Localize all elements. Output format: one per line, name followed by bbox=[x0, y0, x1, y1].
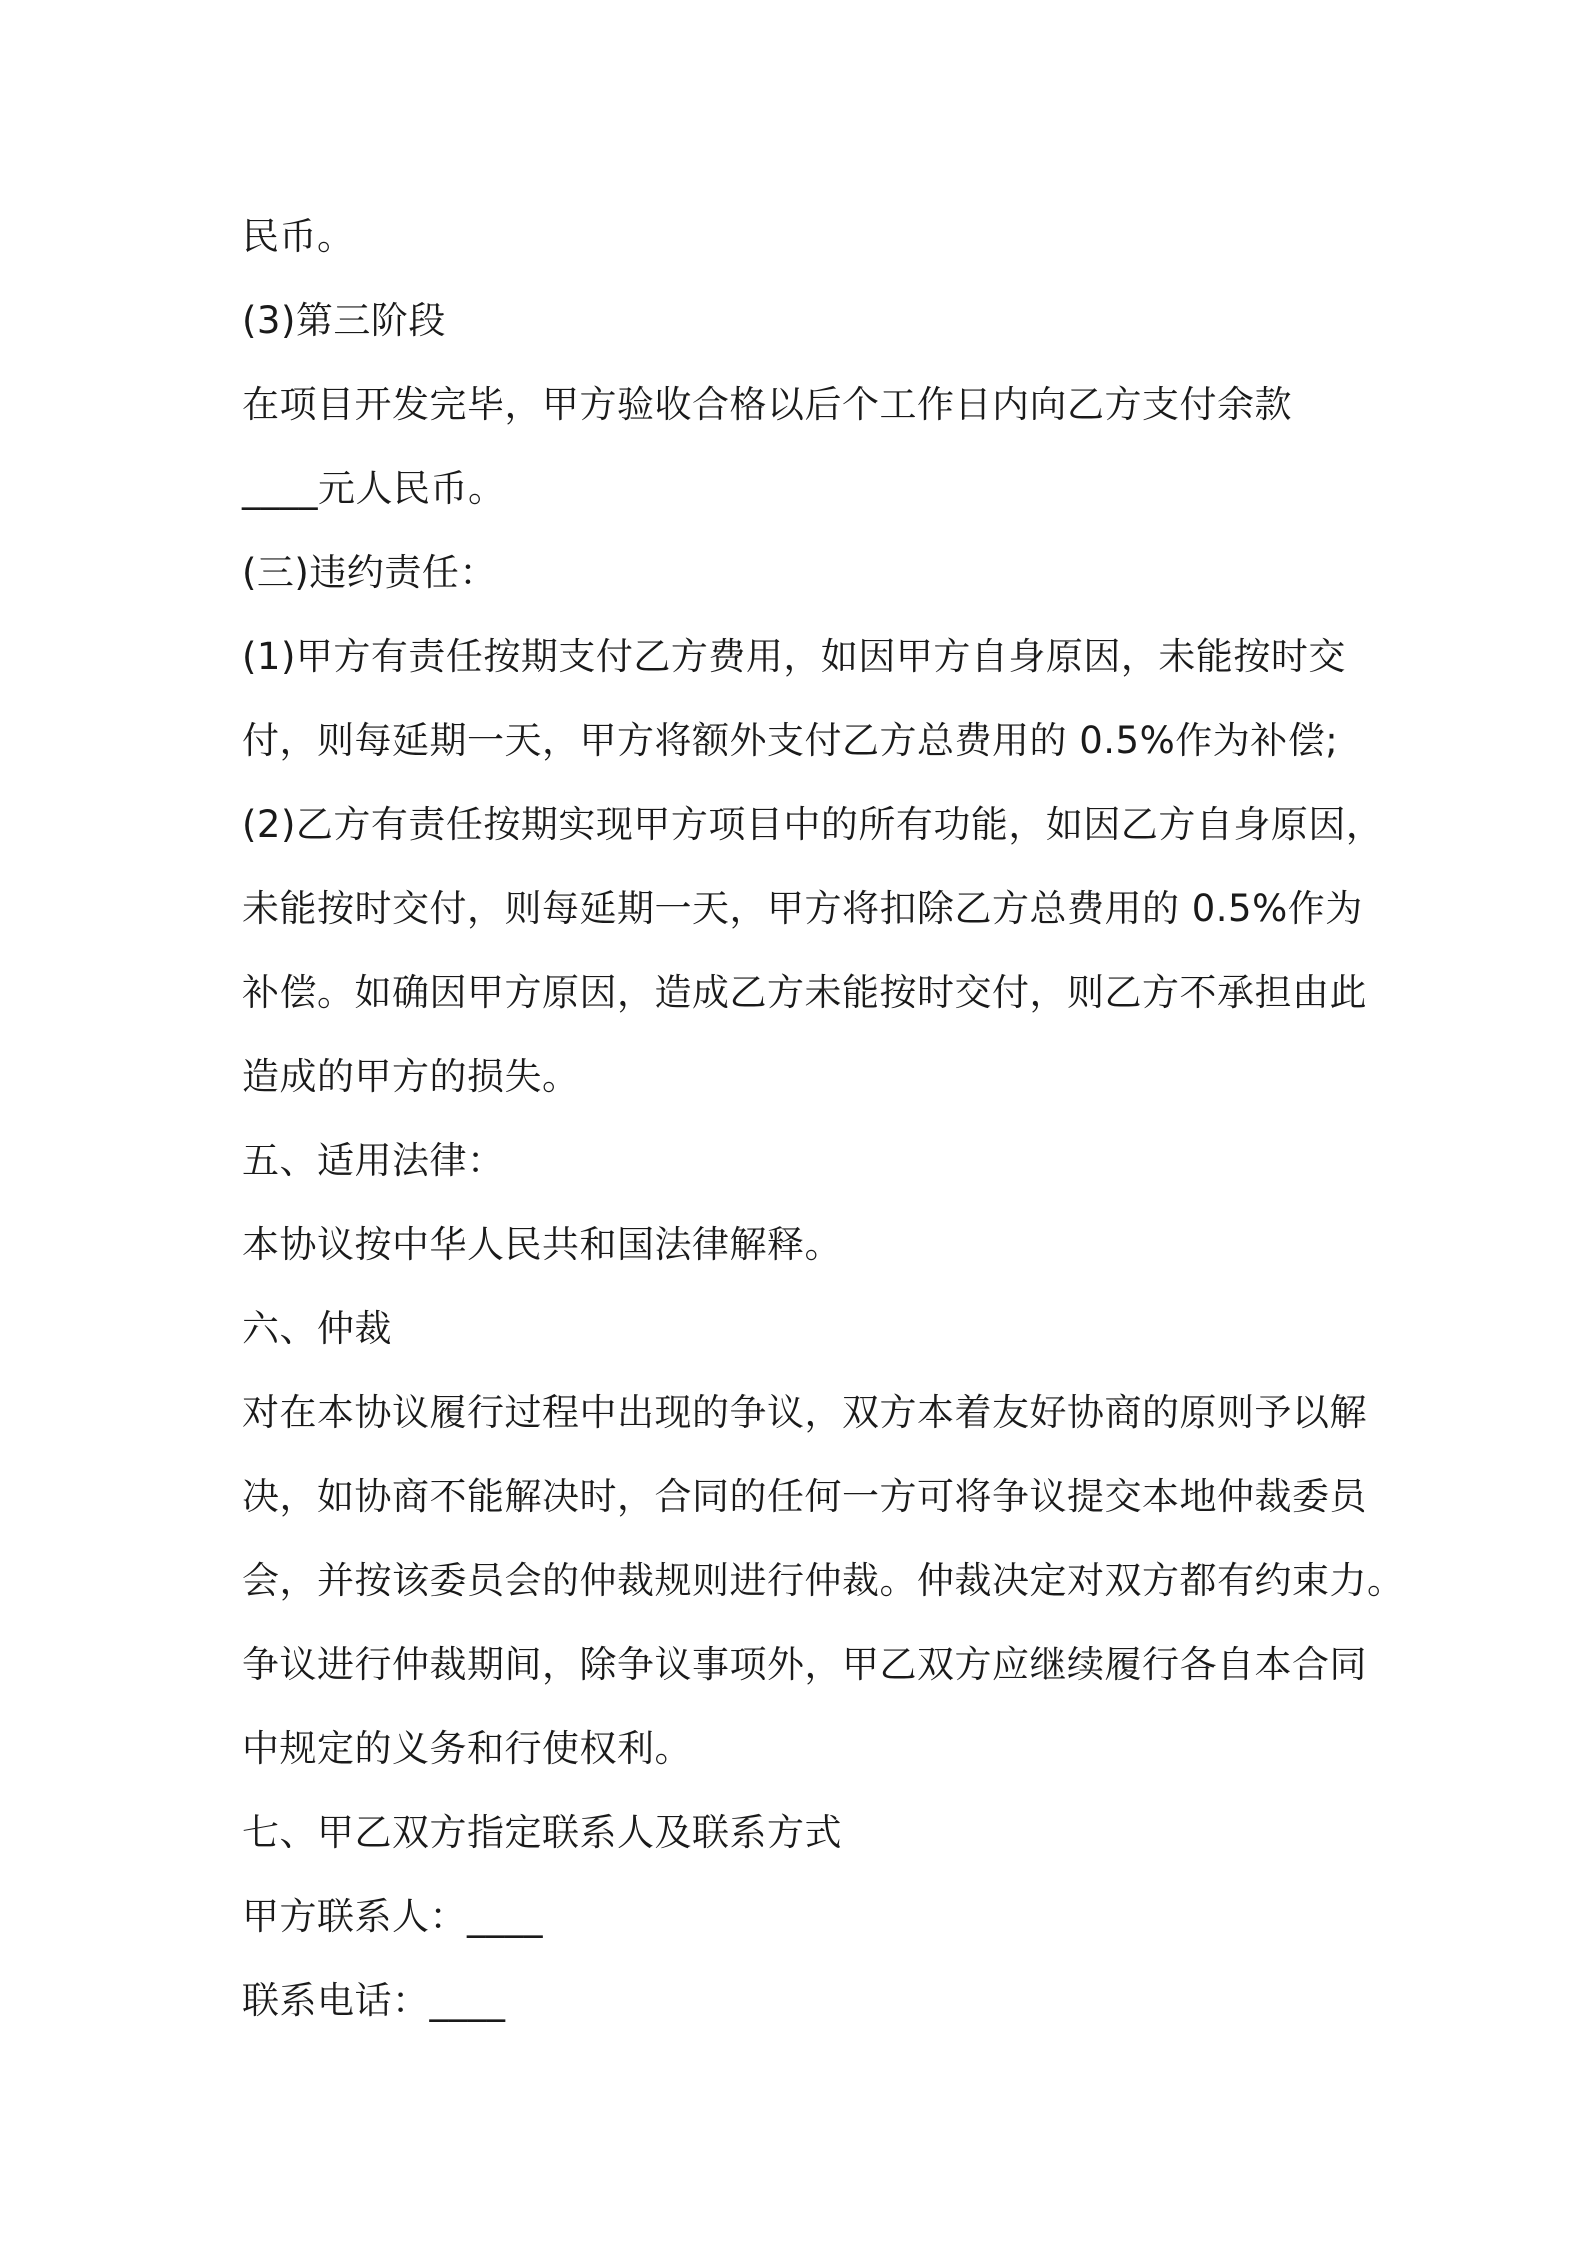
text-line: 在项目开发完毕，甲方验收合格以后个工作日内向乙方支付余款 bbox=[242, 383, 1292, 426]
document-body bbox=[242, 195, 1405, 2043]
contact-phone-line: 联系电话：____ bbox=[242, 1979, 506, 2022]
text-line: (2)乙方有责任按期实现甲方项目中的所有功能，如因乙方自身原因， bbox=[242, 803, 1384, 846]
section-heading: 七、甲乙双方指定联系人及联系方式 bbox=[242, 1811, 842, 1854]
section-heading: (三)违约责任： bbox=[242, 551, 497, 594]
text-line: 本协议按中华人民共和国法律解释。 bbox=[242, 1223, 842, 1266]
text-line: 未能按时交付，则每延期一天，甲方将扣除乙方总费用的 0.5%作为 bbox=[242, 887, 1363, 930]
section-heading: 五、适用法律： bbox=[242, 1139, 505, 1182]
section-heading: 六、仲裁 bbox=[242, 1307, 392, 1350]
text-line: (1)甲方有责任按期支付乙方费用，如因甲方自身原因，未能按时交 bbox=[242, 635, 1346, 678]
text-line: 争议进行仲裁期间，除争议事项外，甲乙双方应继续履行各自本合同 bbox=[242, 1643, 1367, 1686]
text-line: 中规定的义务和行使权利。 bbox=[242, 1727, 692, 1770]
text-line: 对在本协议履行过程中出现的争议，双方本着友好协商的原则予以解 bbox=[242, 1391, 1367, 1434]
text-line: 造成的甲方的损失。 bbox=[242, 1055, 580, 1098]
contact-person-line: 甲方联系人：____ bbox=[242, 1895, 543, 1938]
section-heading: (3)第三阶段 bbox=[242, 299, 446, 342]
text-line: ____元人民币。 bbox=[242, 467, 506, 510]
text-line: 付，则每延期一天，甲方将额外支付乙方总费用的 0.5%作为补偿; bbox=[242, 719, 1339, 762]
text-line: 决，如协商不能解决时，合同的任何一方可将争议提交本地仲裁委员 bbox=[242, 1475, 1367, 1518]
text-line: 会，并按该委员会的仲裁规则进行仲裁。仲裁决定对双方都有约束力。 bbox=[242, 1559, 1405, 1602]
text-line: 民币。 bbox=[242, 215, 355, 258]
text-line: 补偿。如确因甲方原因，造成乙方未能按时交付，则乙方不承担由此 bbox=[242, 971, 1367, 1014]
